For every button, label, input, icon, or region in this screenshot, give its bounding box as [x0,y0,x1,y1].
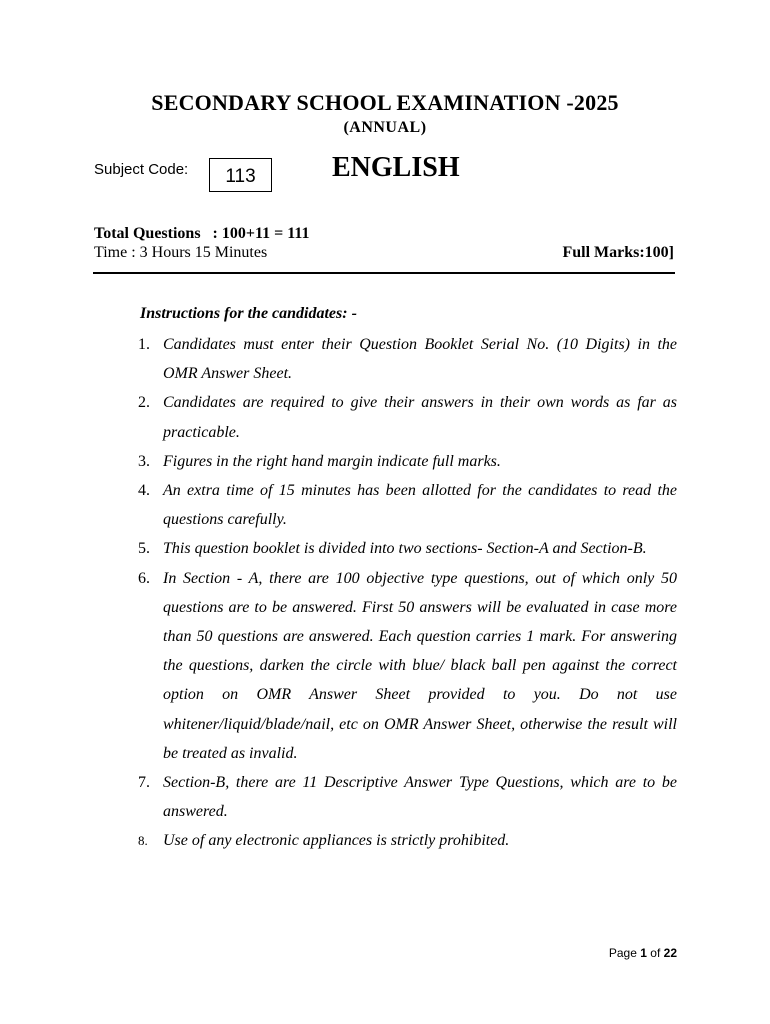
instruction-text: Use of any electronic appliances is strictly prohibited. [163,832,510,850]
of-word: of [650,946,661,960]
instructions-list [138,330,677,856]
instruction-number: 6. [138,569,150,587]
instruction-item [138,826,677,855]
instruction-item [138,330,677,388]
exam-subtitle: (ANNUAL) [343,119,427,136]
exam-time: Time : 3 Hours 15 Minutes [94,244,268,261]
instruction-item [138,768,677,826]
instruction-number: 3. [138,452,150,470]
instruction-item [138,447,677,476]
total-questions-value: : 100+11 = 111 [212,225,310,242]
instruction-text: Figures in the right hand margin indicate full marks. [163,452,501,470]
instruction-number: 7. [138,774,150,792]
instruction-number: 5. [138,540,150,558]
page-total: 22 [663,946,677,960]
instruction-number: 4. [138,482,150,500]
subject-code-label: Subject Code: [94,161,189,178]
subject-name: ENGLISH [332,152,460,183]
exam-title: SECONDARY SCHOOL EXAMINATION -2025 [151,90,619,115]
instruction-text: Candidates must enter their Question Booklet Serial No. (10 Digits) in the OMR Answer Sheet. [163,336,677,383]
page-number [609,946,677,960]
header-divider [93,272,675,274]
page-word: Page [608,946,637,960]
instruction-text: Section-B, there are 11 Descriptive Answer Type Questions, which are to be answered. [163,774,677,821]
total-questions [94,225,309,243]
instruction-item [138,564,677,768]
subject-code-box: 113 [209,158,272,192]
total-questions-label: Total Questions [94,225,201,242]
instructions-heading: Instructions for the candidates: - [140,305,357,322]
page-current: 1 [640,946,647,960]
instruction-item [138,388,677,446]
instruction-number: 8. [138,833,148,849]
instruction-text: This question booklet is divided into two sections- Section-A and Section-B. [163,540,647,558]
instruction-item [138,476,677,534]
instruction-number: 1. [138,336,150,353]
instruction-text: An extra time of 15 minutes has been allotted for the candidates to read the questions carefully. [163,482,677,529]
instruction-text: In Section - A, there are 100 objective type questions, out of which only 50 questions are to be answered. First 50 answers will be evaluated in case more than 50 questions are answered. Each question carries 1 mark. For answering the questions, darken the circle with blue/ black ball pen against the correct option on OMR Answer Sheet provided to you. Do not use whitener/liquid/blade/nail, etc on OMR Answer Sheet, otherwise the result will be treated as invalid. [163,569,677,762]
instruction-item [138,534,677,563]
instruction-number: 2. [138,394,150,412]
instruction-text: Candidates are required to give their answers in their own words as far as practicable. [163,394,677,441]
full-marks: Full Marks:100] [562,244,674,261]
